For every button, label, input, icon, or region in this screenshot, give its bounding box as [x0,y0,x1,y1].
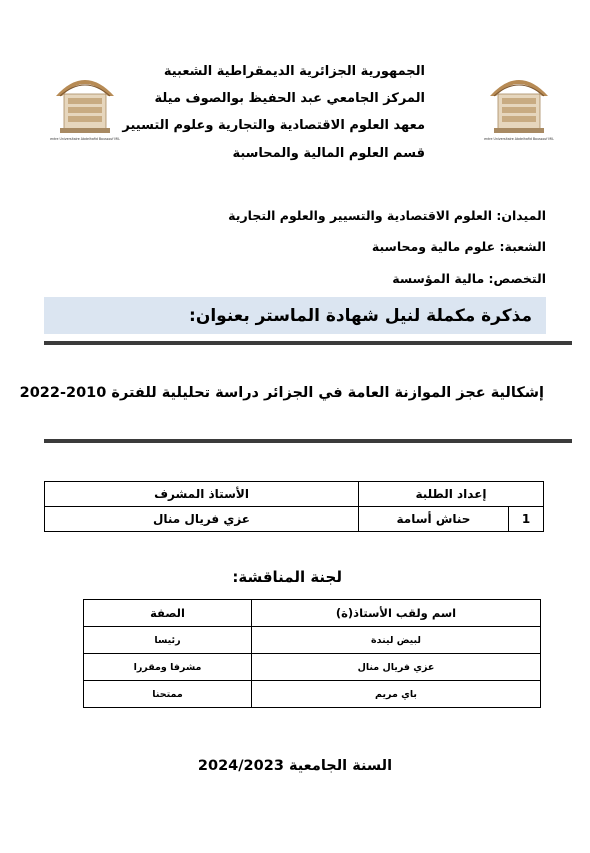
field-line: الميدان: العلوم الاقتصادية والتسيير والعلوم التجارية [228,208,546,223]
name-header: اسم ولقب الأستاذ(ة) [252,600,541,627]
member-name: لبيض ليندة [252,627,541,654]
students-header: إعداد الطلبة [359,482,544,507]
memoir-banner [44,297,546,334]
supervisor-name: عزي فريال منال [45,507,359,532]
students-table [44,481,544,532]
banner-text: مذكرة مكملة لنيل شهادة الماستر بعنوان: [189,305,532,326]
row-number: 1 [509,507,544,532]
member-name: عزي فريال منال [252,654,541,681]
table-row [45,507,544,532]
divider-bottom [44,439,572,443]
table-row [84,681,541,708]
logo-caption: Centre Universitaire Abdelhafid Boussouf MILA [484,137,554,141]
header-center: المركز الجامعي عبد الحفيظ بوالصوف ميلة [154,91,425,106]
member-role: مشرفا ومقررا [84,654,252,681]
member-name: باي مريم [252,681,541,708]
table-row [84,654,541,681]
specialty-line: التخصص: مالية المؤسسة [392,271,546,286]
table-row [84,627,541,654]
header-department: قسم العلوم المالية والمحاسبة [232,146,425,161]
supervisor-header: الأستاذ المشرف [45,482,359,507]
branch-line: الشعبة: علوم مالية ومحاسبة [371,239,546,254]
role-header: الصفة [84,600,252,627]
table-row [45,482,544,507]
member-role: رئيسا [84,627,252,654]
academic-year: السنة الجامعية 2024/2023 [197,758,393,774]
header-institute: معهد العلوم الاقتصادية والتجارية وعلوم التسيير [122,118,425,133]
committee-title: لجنة المناقشة: [232,568,342,586]
committee-table [83,599,541,708]
header-republic: الجمهورية الجزائرية الديمقراطية الشعبية [163,64,425,79]
logo-caption: Centre Universitaire Abdelhafid Boussouf MILA [50,137,120,141]
divider-top [44,341,572,345]
thesis-title: إشكالية عجز الموازنة العامة في الجزائر دراسة تحليلية للفترة 2010-2022 [19,385,544,401]
university-logo-left [50,66,120,146]
student-name: حناش أسامة [359,507,509,532]
university-logo-right [484,66,554,146]
member-role: ممتحنا [84,681,252,708]
table-row [84,600,541,627]
